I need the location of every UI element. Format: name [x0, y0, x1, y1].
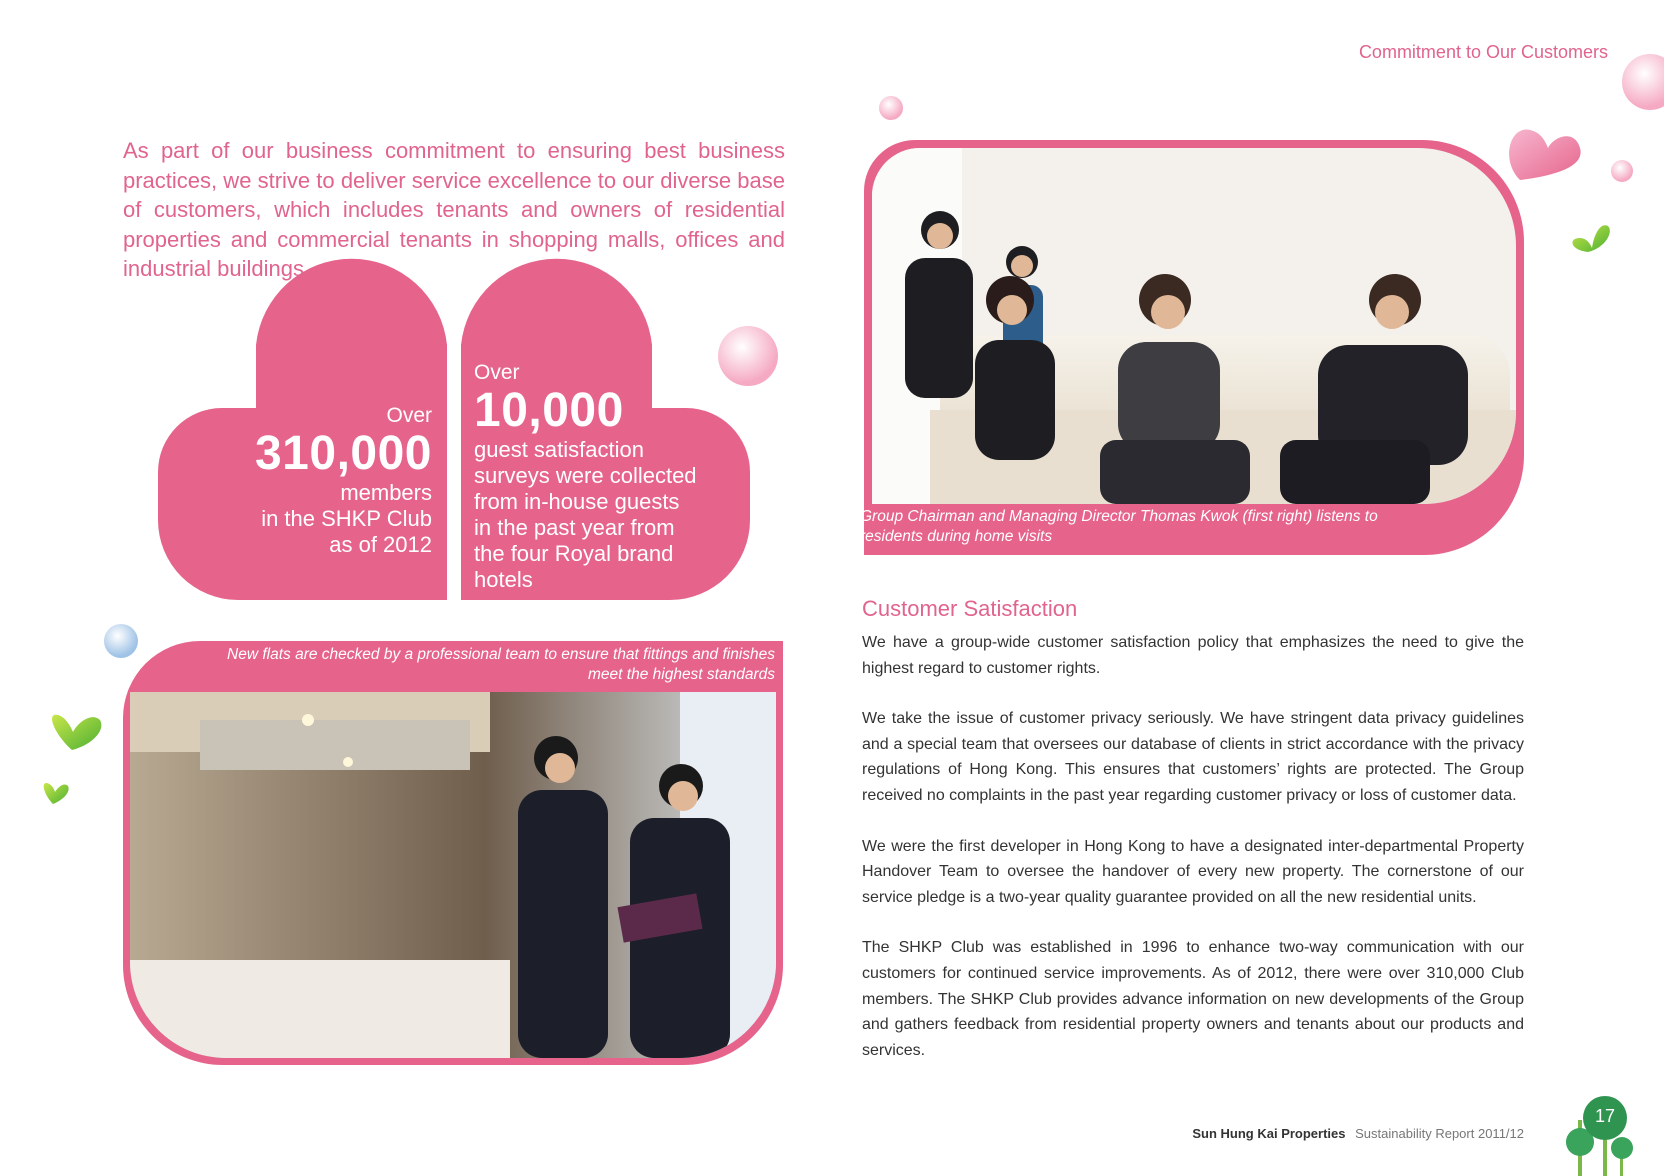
stat-line: the four Royal brand: [474, 541, 674, 566]
blue-bubble-icon: [104, 624, 138, 658]
stat-line: hotels: [474, 567, 533, 592]
footer: [1192, 1126, 1524, 1141]
photo-caption-home-visit: Group Chairman and Managing Director Thomas Kwok (first right) listens to residents during home visits: [860, 508, 1378, 545]
stat-line: guest satisfaction: [474, 437, 644, 462]
body-paragraph: We were the first developer in Hong Kong to have a designated inter-departmental Property Handover Team to oversee the handover of every new property. The cornerstone of our service pledge is a two-year quality guarantee provided on all the new residential units.: [862, 837, 1524, 906]
stat-surveys: [474, 361, 734, 593]
stat-prefix: Over: [474, 361, 520, 384]
stat-line: as of 2012: [329, 532, 432, 557]
pink-bubble-icon: [1622, 54, 1664, 110]
photo-caption-flat-inspection: New flats are checked by a professional team to ensure that fittings and finishes meet the highest standards: [227, 646, 775, 683]
page-number: 17: [1594, 1106, 1616, 1126]
green-heart-icon: [52, 715, 101, 750]
stat-members: [200, 404, 432, 558]
stat-line: from in-house guests: [474, 489, 680, 514]
customer-satisfaction-heading: Customer Satisfaction: [862, 596, 1078, 621]
stat-line: in the SHKP Club: [261, 506, 432, 531]
pink-heart-icon: [1509, 130, 1581, 180]
green-heart-icon: [1572, 225, 1609, 252]
stat-number: 310,000: [254, 427, 432, 480]
pink-bubble-icon: [1611, 160, 1633, 182]
green-heart-icon: [44, 783, 69, 804]
stat-number: 10,000: [474, 384, 624, 437]
stat-line: members: [340, 480, 432, 505]
body-paragraph: The SHKP Club was established in 1996 to enhance two-way communication with our customers for continued service improvements. As of 2012, there were over 310,000 Club members. The SHKP Club provides advance information on new developments of the Group and gathers feedback from residential property owners and tenants about our products and services.: [862, 939, 1524, 1059]
body-paragraph: We have a group-wide customer satisfaction policy that emphasizes the need to give the highest regard to customer rights.: [862, 634, 1524, 677]
intro-paragraph: As part of our business commitment to ensuring best business practices, we strive to deliver service excellence to our diverse base of customers, which includes tenants and owners of residential properties and commercial tenants in shopping malls, offices and industrial buildings.: [123, 138, 785, 281]
customer-satisfaction-body: [862, 630, 1524, 1088]
photo-flat-inspection: [123, 641, 783, 1065]
section-title: Commitment to Our Customers: [1358, 42, 1608, 62]
body-paragraph: We take the issue of customer privacy seriously. We have stringent data privacy guidelines and a special team that oversees our database of clients in strict accordance with the privacy regulations of Hong Kong. This ensures that customers’ rights are protected. The Group received no complaints in the past year regarding customer privacy or loss of customer data.: [862, 710, 1524, 804]
photo-home-visit: [864, 140, 1524, 555]
stat-line: in the past year from: [474, 515, 675, 540]
stat-prefix: Over: [386, 404, 432, 427]
footer-company: Sun Hung Kai Properties: [1192, 1126, 1346, 1141]
footer-report-title: Sustainability Report 2011/12: [1355, 1126, 1524, 1141]
pink-bubble-icon: [879, 96, 903, 120]
stat-line: surveys were collected: [474, 463, 697, 488]
